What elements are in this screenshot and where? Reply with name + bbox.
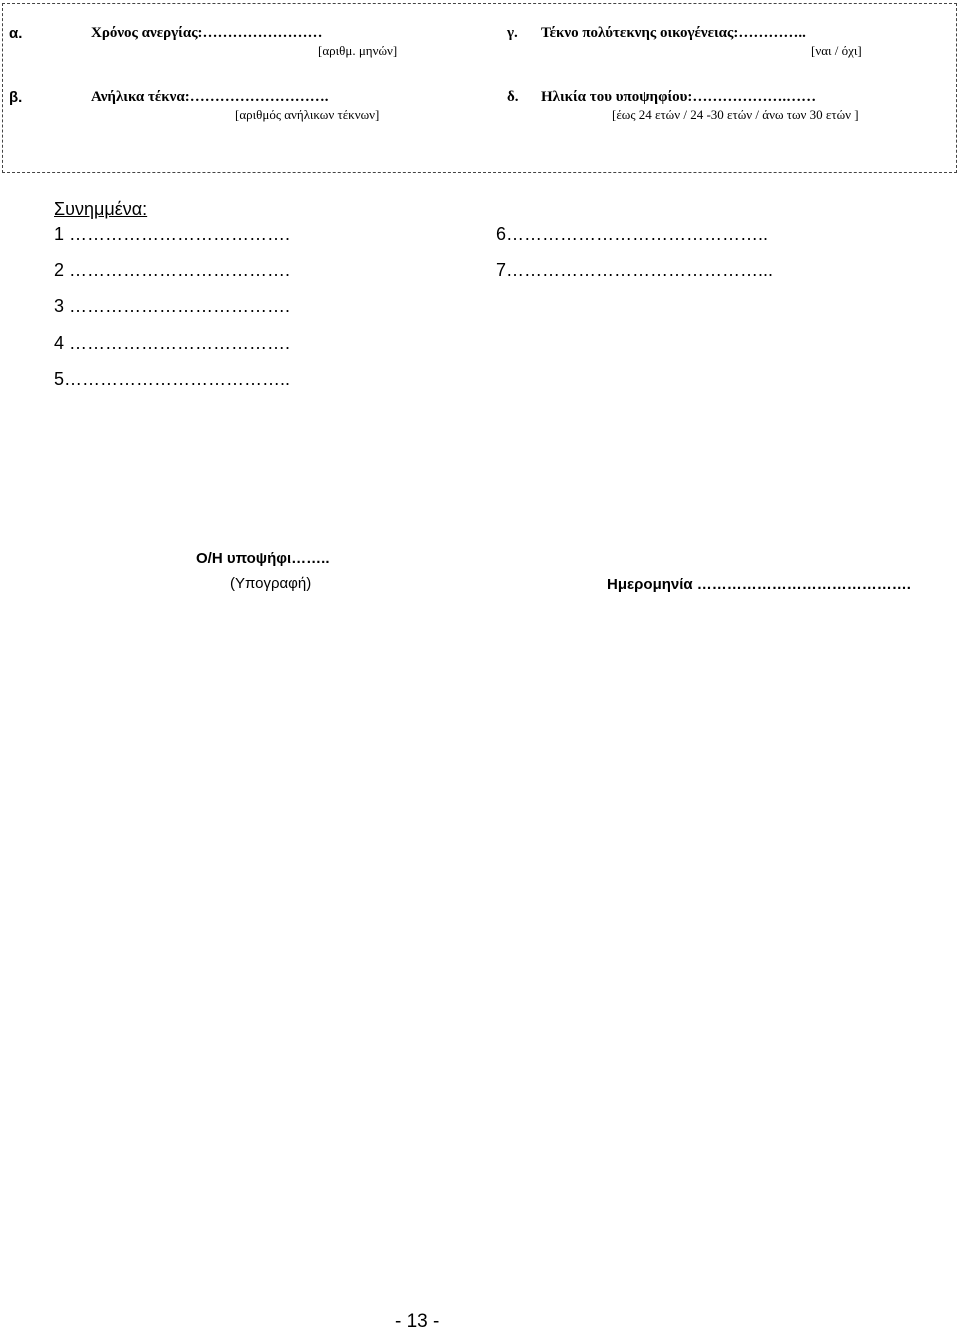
attachment-line-3: 3 ……………………………….: [54, 296, 291, 316]
signature-label: (Υπογραφή): [230, 575, 312, 592]
item-c-hint: [ναι / όχι]: [811, 43, 862, 58]
attachment-line-7: 7……………………………………...: [496, 260, 774, 280]
attachments-title: Συνημμένα:: [54, 199, 148, 219]
item-a-hint: [αριθμ. μηνών]: [318, 43, 398, 58]
item-c-letter: γ.: [507, 25, 518, 41]
item-c-label: Τέκνο πολύτεκνης οικογένειας:…………..: [541, 25, 806, 41]
item-d-label: Ηλικία του υποψηφίου:……………….……: [541, 89, 817, 105]
item-b-label: Ανήλικα τέκνα:……………………….: [91, 89, 329, 105]
date-label: Ημερομηνία …………………………………….: [607, 576, 911, 593]
page-number: - 13 -: [395, 1311, 440, 1332]
item-b-letter: β.: [9, 89, 23, 106]
item-d-letter: δ.: [507, 89, 519, 105]
item-a-letter: α.: [9, 25, 23, 42]
attachment-line-2: 2 ……………………………….: [54, 260, 291, 280]
applicant-label: Ο/Η υποψήφι……..: [196, 550, 330, 567]
attachment-line-4: 4 ……………………………….: [54, 333, 291, 353]
item-b-hint: [αριθμός ανήλικων τέκνων]: [235, 107, 380, 122]
item-a-label: Χρόνος ανεργίας:……………………: [91, 25, 323, 41]
attachment-line-6: 6……………………………………..: [496, 224, 769, 244]
attachment-line-5: 5………………………………..: [54, 369, 291, 389]
attachment-line-1: 1 ……………………………….: [54, 224, 291, 244]
item-d-hint: [έως 24 ετών / 24 -30 ετών / άνω των 30 ετών ]: [612, 107, 859, 122]
